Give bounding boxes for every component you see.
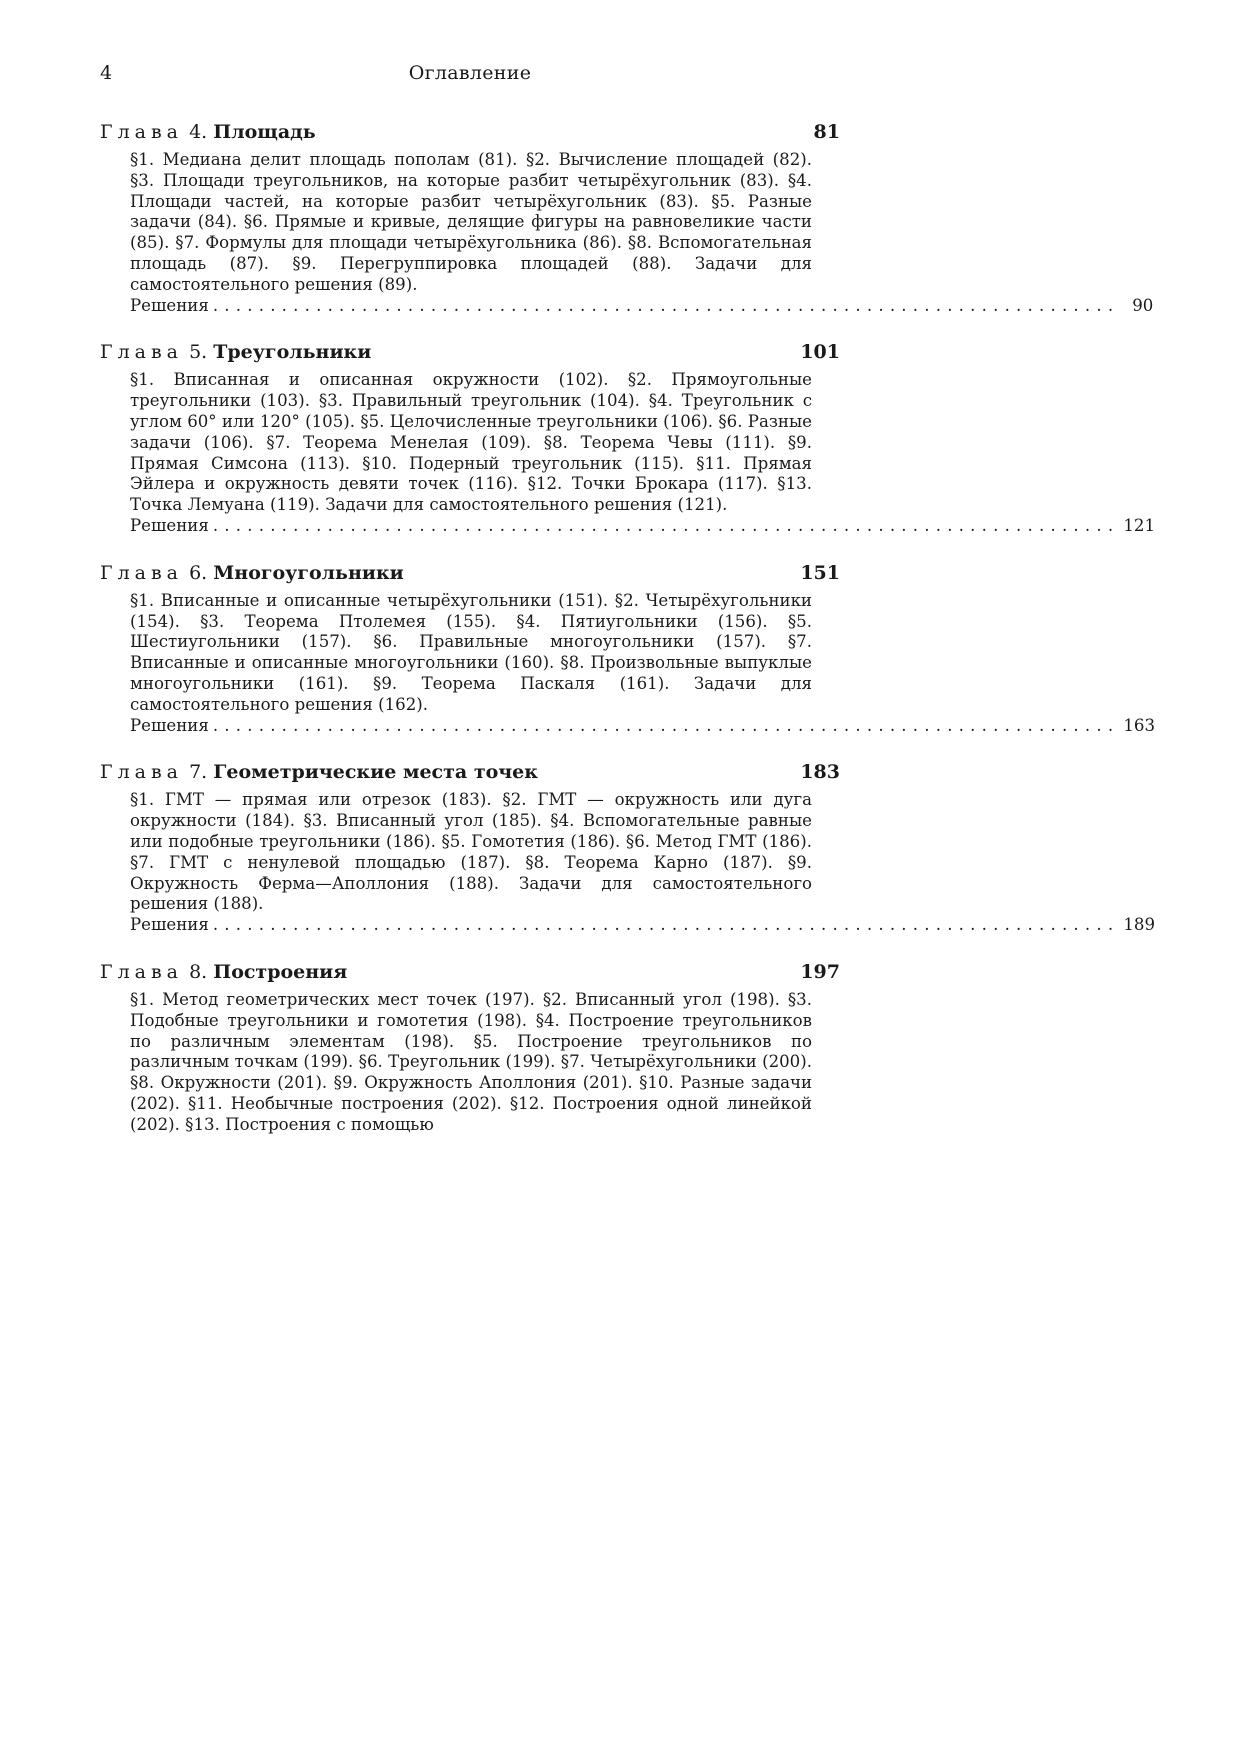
solutions-label: Решения [130,295,209,315]
solutions-page: 189 [1123,915,1156,935]
solutions-label: Решения [130,515,209,535]
chapter-sections: §1. Вписанная и описанная окружности (102). §2. Прямоугольные треугольники (103). §3. Правильный треугольник (104). §4. Треугольник с углом 60° или 120° (105). §5. Целочисленные треугольники (106). §6. Разные задачи (106). §7. Теорема Менелая (109). §8. Теорема Чевы (111). §9. Прямая Симсона (113). §10. Подерный треугольник (115). §11. Прямая Эйлера и окружность девяти точек (116). §12. Точки Брокара (117). §13. Точка Лемуана (119). Задачи для самостоятельного решения (121). [130,370,812,515]
solutions-line [130,295,1154,317]
chapter-number: 5. [189,341,208,364]
chapter-8 [100,958,840,1136]
chapter-sections: §1. ГМТ — прямая или отрезок (183). §2. ГМТ — окружность или дуга окружности (184). §3. Вписанный угол (185). §4. Вспомогательные равные или подобные треугольники (186). §5. Гомотетия (186). §6. Метод ГМТ (186). §7. ГМТ с ненулевой площадью (187). §8. Теорема Карно (187). §9. Окружность Ферма—Аполлония (188). Задачи для самостоятельного решения (188). [130,790,812,914]
chapter-sections: §1. Вписанные и описанные четырёхугольники (151). §2. Четырёхугольники (154). §3. Теорема Птолемея (155). §4. Пятиугольники (156). §5. Шестиугольники (157). §6. Правильные многоугольники (157). §7. Вписанные и описанные многоугольники (160). §8. Произвольные выпуклые многоугольники (161). §9. Теорема Паскаля (161). Задачи для самостоятельного решения (162). [130,590,812,714]
chapter-title: Геометрические места точек [213,761,538,784]
chapter-heading [100,758,840,786]
chapter-page: 183 [800,761,840,784]
chapter-title: Многоугольники [213,561,404,584]
running-title: Оглавление [408,62,532,84]
chapter-page: 81 [813,121,840,143]
chapter-label: Глава [100,960,184,983]
page [100,62,1156,1135]
chapter-page: 101 [800,341,840,364]
running-head [100,62,840,96]
page-number: 4 [100,62,113,84]
chapter-heading [100,559,840,587]
solutions-page: 163 [1123,715,1156,735]
solutions-line [130,515,1156,537]
chapter-heading [100,338,840,366]
solutions-line [130,915,1156,936]
chapter-heading [100,958,840,986]
solutions-page: 121 [1123,515,1156,535]
chapter-4 [100,118,1154,316]
solutions-label: Решения [130,915,209,935]
chapter-title: Площадь [213,121,316,143]
chapter-label: Глава [100,761,184,784]
chapter-sections: §1. Метод геометрических мест точек (197). §2. Вписанный угол (198). §3. Подобные треугольники и гомотетия (198). §4. Построение треугольников по различным элементам (198). §5. Построение треугольников по различным точкам (199). §6. Треугольник (199). §7. Четырёхугольники (200). §8. Окружности (201). §9. Окружность Аполлония (201). §10. Разные задачи (202). §11. Необычные построения (202). §12. Построения одной линейкой (202). §13. Построения с помощью [130,989,812,1134]
chapter-6 [100,559,1156,737]
chapter-heading [100,118,840,146]
chapter-sections: §1. Медиана делит площадь пополам (81). §2. Вычисление площадей (82). §3. Площади треугольников, на которые разбит четырёхугольник (83). §4. Площади частей, на которые разбит четырёхугольник (83). §5. Разные задачи (84). §6. Прямые и кривые, делящие фигуры на равновеликие части (85). §7. Формулы для площади четырёхугольника (86). §8. Вспомогательная площадь (87). §9. Перегруппировка площадей (88). Задачи для самостоятельного решения (89). [130,150,812,294]
chapter-label: Глава [100,121,184,143]
leader-dots: ............................................................................... [212,515,1120,535]
chapter-number: 8. [189,960,208,983]
chapter-page: 197 [800,960,840,983]
leader-dots: ............................................................................... [212,295,1120,315]
chapter-label: Глава [100,561,184,584]
chapter-5 [100,338,1156,536]
chapter-page: 151 [800,561,840,584]
chapter-7 [100,758,1156,936]
chapter-number: 6. [189,561,208,584]
solutions-label: Решения [130,715,209,735]
chapter-label: Глава [100,341,184,364]
solutions-page: 90 [1132,295,1154,315]
chapter-number: 7. [189,761,208,784]
leader-dots: ............................................................................... [212,715,1120,735]
leader-dots: ............................................................................... [212,915,1120,935]
chapter-number: 4. [189,121,208,143]
chapter-title: Треугольники [213,341,372,364]
chapter-title: Построения [213,960,348,983]
solutions-line [130,715,1156,737]
